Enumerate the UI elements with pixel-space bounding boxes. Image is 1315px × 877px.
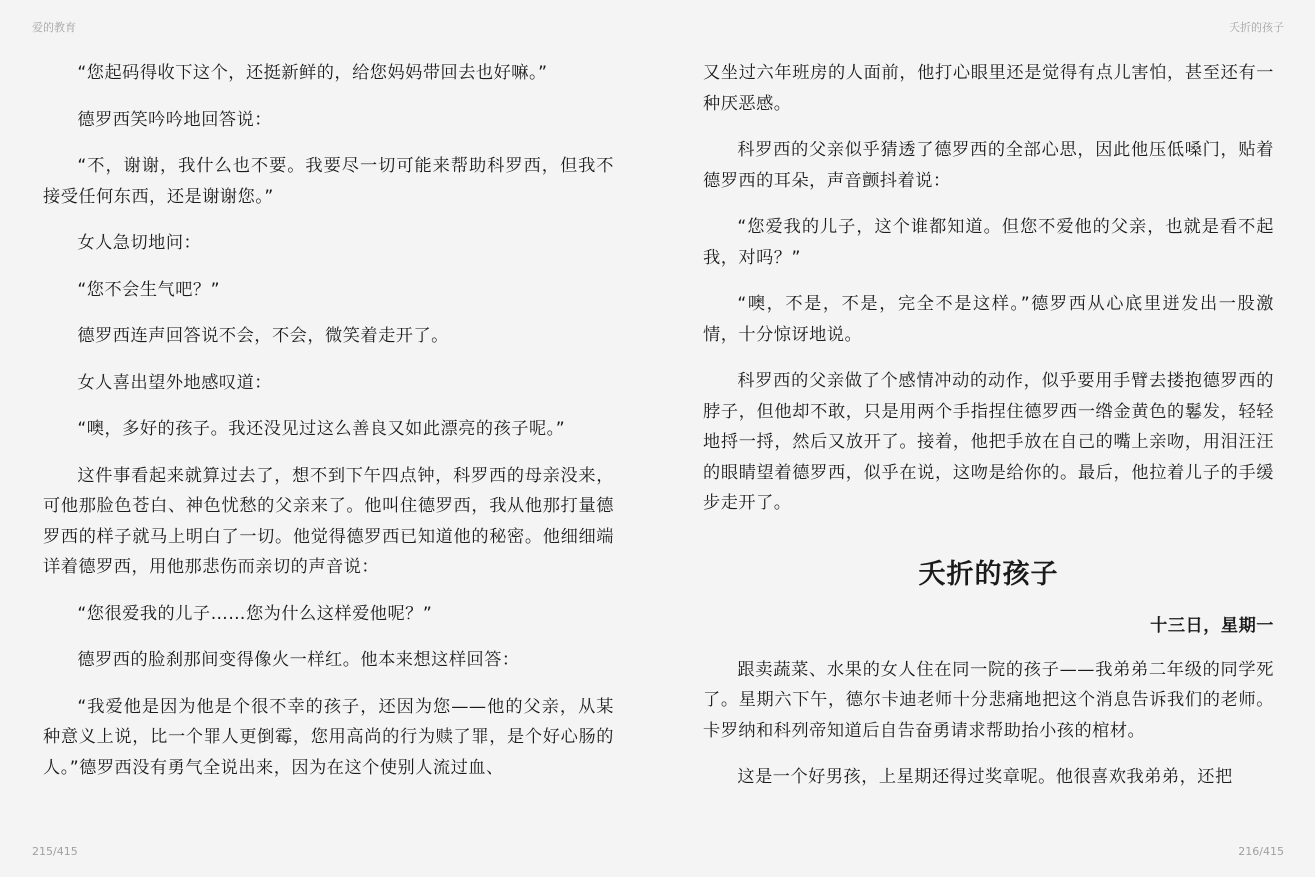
paragraph: “您不会生气吧？” [77, 279, 221, 300]
right-page-number: 216/415 [1238, 845, 1284, 858]
chapter-title-header: 夭折的孩子 [1229, 21, 1284, 34]
right-page [703, 58, 1274, 809]
paragraph: 德罗西的脸刹那间变得像火一样红。他本来想这样回答： [77, 650, 520, 670]
chapter-date: 十三日，星期一 [1150, 615, 1274, 636]
paragraph: 跟卖蔬菜、水果的女人住在同一院的孩子——我弟弟二年级的同学死了。星期六下午，德尔卡迪老师十分悲痛地把这个消息告诉我们的老师。卡罗纳和科列帝知道后自告奋勇请求帮助抬小孩的棺材。 [703, 659, 1274, 741]
paragraph: 女人喜出望外地感叹道： [77, 372, 272, 393]
paragraph: “您很爱我的儿子……您为什么这样爱他呢？” [77, 603, 433, 624]
left-page-number: 215/415 [32, 845, 78, 858]
paragraph: “噢，不是，不是，完全不是这样。”德罗西从心底里迸发出一股激情，十分惊讶地说。 [703, 294, 1274, 345]
paragraph-continuation: 又坐过六年班房的人面前，他打心眼里还是觉得有点儿害怕，甚至还有一种厌恶感。 [703, 63, 1274, 114]
paragraph: 女人急切地问： [77, 233, 202, 253]
paragraph: 科罗西的父亲似乎猜透了德罗西的全部心思，因此他压低嗓门，贴着德罗西的耳朵，声音颤抖着说： [703, 140, 1274, 191]
paragraph: 德罗西笑吟吟地回答说： [77, 109, 272, 130]
book-title-header: 爱的教育 [32, 21, 76, 34]
paragraph: 德罗西连声回答说不会，不会，微笑着走开了。 [77, 326, 449, 346]
paragraph: “您爱我的儿子，这个谁都知道。但您不爱他的父亲，也就是看不起我，对吗？” [703, 217, 1274, 268]
chapter-heading: 夭折的孩子 [918, 558, 1059, 590]
paragraph: 科罗西的父亲做了个感情冲动的动作，似乎要用手臂去搂抱德罗西的脖子，但他却不敢，只是用两个手指捏住德罗西一绺金黄色的鬈发，轻轻地捋一捋，然后又放开了。接着，他把手放在自己的嘴上亲吻，用泪汪汪的眼睛望着德罗西，似乎在说，这吻是给你的。最后，他拉着儿子的手缓步走开了。 [703, 371, 1274, 513]
paragraph: “您起码得收下这个，还挺新鲜的，给您妈妈带回去也好嘛。” [77, 63, 548, 83]
paragraph: 这是一个好男孩，上星期还得过奖章呢。他很喜欢我弟弟，还把 [737, 767, 1233, 787]
paragraph: “噢，多好的孩子。我还没见过这么善良又如此漂亮的孩子呢。” [77, 419, 566, 439]
paragraph: “我爱他是因为他是个很不幸的孩子，还因为您——他的父亲，从某种意义上说，比一个罪人更倒霉，您用高尚的行为赎了罪，是个好心肠的人。”德罗西没有勇气全说出来，因为在这个使别人流过血、 [43, 696, 614, 778]
left-page [43, 58, 614, 799]
paragraph: 这件事看起来就算过去了，想不到下午四点钟，科罗西的母亲没来，可他那脸色苍白、神色忧愁的父亲来了。他叫住德罗西，我从他那打量德罗西的样子就马上明白了一切。他觉得德罗西已知道他的秘密。他细细端详着德罗西，用他那悲伤而亲切的声音说： [43, 465, 614, 577]
paragraph: “不，谢谢，我什么也不要。我要尽一切可能来帮助科罗西，但我不接受任何东西，还是谢谢您。” [43, 156, 614, 207]
